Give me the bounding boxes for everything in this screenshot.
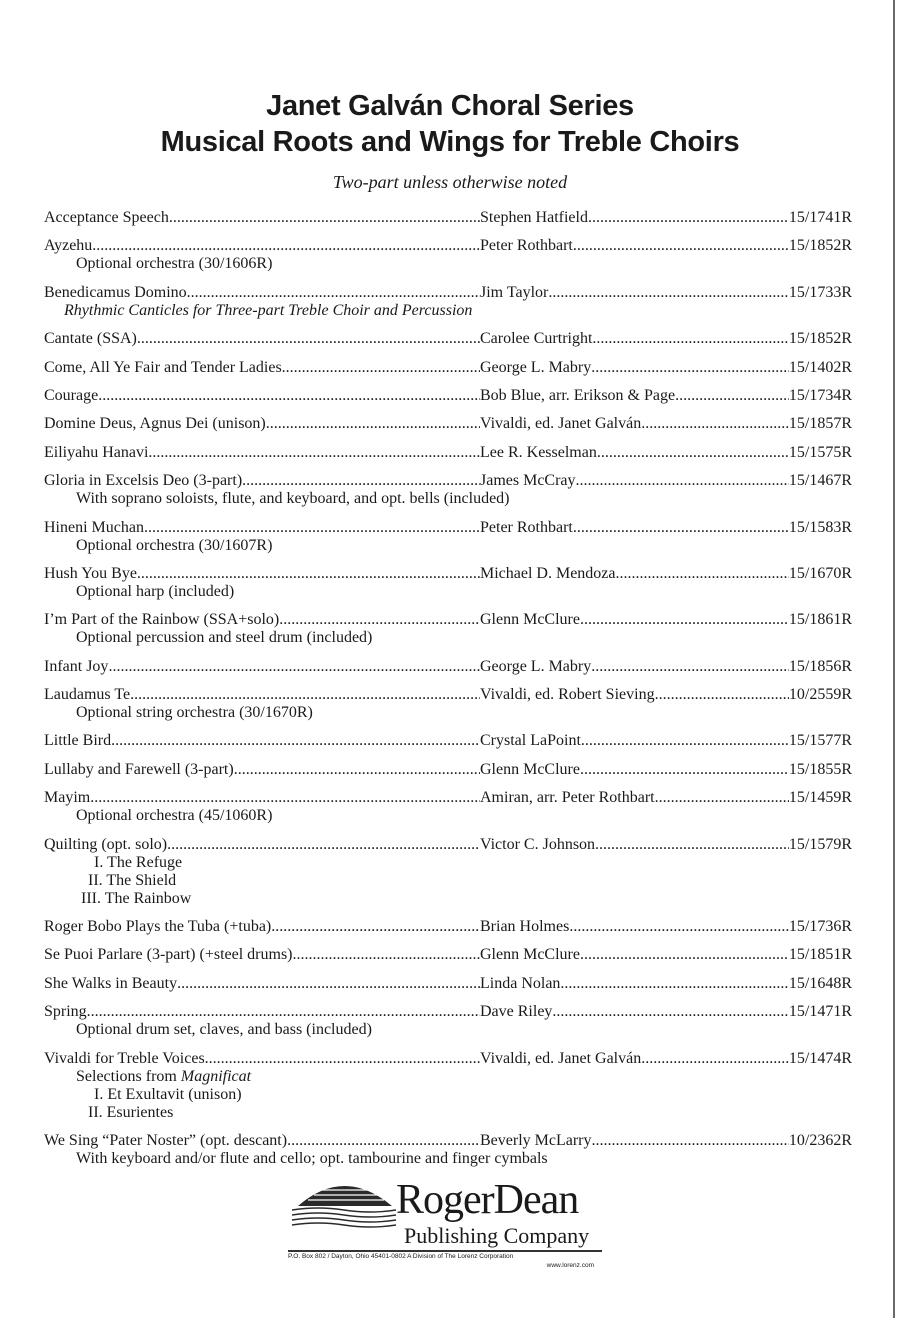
title-column xyxy=(44,835,480,854)
composer-column xyxy=(480,358,852,377)
dot-leader xyxy=(552,1002,788,1021)
entry-number: 15/1733R xyxy=(788,283,852,301)
entry-line xyxy=(44,1131,852,1150)
title-column xyxy=(44,414,480,433)
title-column xyxy=(44,283,480,302)
dot-leader xyxy=(592,329,788,348)
catalog-entry xyxy=(44,414,852,433)
dot-leader xyxy=(137,329,480,348)
entry-composer: Crystal LaPoint xyxy=(480,732,581,750)
catalog-entry xyxy=(44,974,852,993)
entry-note: Optional harp (included) xyxy=(76,582,235,600)
entry-composer: Carolee Curtright xyxy=(480,330,593,348)
composer-column xyxy=(480,974,852,993)
publisher-address: P.O. Box 802 / Dayton, Ohio 45401-0802 A Division of The Lorenz Corporation xyxy=(288,1253,514,1260)
catalog-entry xyxy=(44,788,852,825)
entry-composer: Linda Nolan xyxy=(480,974,561,992)
entry-title: I’m Part of the Rainbow (SSA+solo) xyxy=(44,611,280,629)
title-column xyxy=(44,974,480,993)
dot-leader xyxy=(287,1131,480,1150)
title-column xyxy=(44,685,480,704)
composer-column xyxy=(480,1049,852,1068)
entry-number: 15/1852R xyxy=(788,237,852,255)
entry-note: Optional drum set, claves, and bass (included) xyxy=(76,1021,372,1039)
entry-composer: Glenn McClure xyxy=(480,946,580,964)
entry-title: Spring xyxy=(44,1003,87,1021)
dot-leader xyxy=(111,731,480,750)
entry-movement: I. The Refuge xyxy=(94,853,183,871)
entry-composer: Michael D. Mendoza xyxy=(480,564,616,582)
entry-line xyxy=(44,329,852,348)
catalog-entry xyxy=(44,283,852,320)
dot-leader xyxy=(595,835,789,854)
dot-leader xyxy=(655,788,789,807)
dot-leader xyxy=(616,564,789,583)
dot-leader xyxy=(266,414,480,433)
entry-title: She Walks in Beauty xyxy=(44,974,178,992)
title-column xyxy=(44,760,480,779)
entry-line xyxy=(44,283,852,302)
entry-number: 15/1579R xyxy=(788,835,852,853)
dot-leader xyxy=(271,917,480,936)
entry-composer: Vivaldi, ed. Janet Galván xyxy=(480,415,642,433)
entry-title: Lullaby and Farewell (3-part) xyxy=(44,760,234,778)
composer-column xyxy=(480,414,852,433)
title-column xyxy=(44,386,480,405)
composer-column xyxy=(480,283,852,302)
entry-composer: George L. Mabry xyxy=(480,358,592,376)
entry-note: With soprano soloists, flute, and keyboard, and opt. bells (included) xyxy=(76,490,510,508)
dot-leader xyxy=(580,610,789,629)
entry-composer: Vivaldi, ed. Robert Sieving xyxy=(480,686,655,704)
entry-number: 15/1583R xyxy=(788,518,852,536)
dot-leader xyxy=(92,236,480,255)
catalog-entry xyxy=(44,731,852,750)
entry-title: Acceptance Speech xyxy=(44,209,169,226)
entry-line xyxy=(44,236,852,255)
composer-column xyxy=(480,1002,852,1021)
entry-note: Optional string orchestra (30/1670R) xyxy=(76,704,313,722)
dot-leader xyxy=(169,208,480,227)
publisher-emblem-icon xyxy=(288,1170,400,1230)
entry-composer: Dave Riley xyxy=(480,1003,553,1021)
composer-column xyxy=(480,788,852,807)
entry-composer: Stephen Hatfield xyxy=(480,209,588,226)
entry-number: 15/1467R xyxy=(788,472,852,490)
entry-number: 15/1734R xyxy=(788,386,852,404)
entry-note: Rhythmic Canticles for Three-part Treble Choir and Percussion xyxy=(64,301,473,319)
entry-line xyxy=(44,443,852,462)
title-column xyxy=(44,236,480,255)
dot-leader xyxy=(279,610,480,629)
entry-composer: Amiran, arr. Peter Rothbart xyxy=(480,789,655,807)
title-column xyxy=(44,1002,480,1021)
entry-composer: Beverly McLarry xyxy=(480,1131,592,1149)
title-column xyxy=(44,945,480,964)
dot-leader xyxy=(588,208,789,227)
entry-note-prefix: Selections from xyxy=(76,1067,177,1085)
dot-leader xyxy=(560,974,788,993)
publisher-logo xyxy=(288,1170,608,1295)
title-column xyxy=(44,917,480,936)
entry-note xyxy=(44,1068,852,1086)
series-title: Janet Galván Choral Series xyxy=(266,90,634,122)
entry-movement: III. The Rainbow xyxy=(81,889,192,907)
entry-line xyxy=(44,1049,852,1068)
entry-line xyxy=(44,788,852,807)
dot-leader xyxy=(655,685,789,704)
entry-title: Little Bird xyxy=(44,732,112,750)
catalog-entry xyxy=(44,1131,852,1168)
title-column xyxy=(44,358,480,377)
entry-line xyxy=(44,471,852,490)
entry-composer: Peter Rothbart xyxy=(480,518,573,536)
entry-number: 15/1648R xyxy=(788,974,852,992)
dot-leader xyxy=(548,283,789,302)
composer-column xyxy=(480,760,852,779)
composer-column xyxy=(480,518,852,537)
entry-line xyxy=(44,386,852,405)
entry-title: Hush You Bye xyxy=(44,564,137,582)
dot-leader xyxy=(573,236,789,255)
catalog-entry xyxy=(44,208,852,227)
dot-leader xyxy=(293,945,480,964)
dot-leader xyxy=(98,386,480,405)
dot-leader xyxy=(282,358,480,377)
entry-title: Mayim xyxy=(44,789,91,807)
dot-leader xyxy=(591,657,789,676)
catalog-entry xyxy=(44,685,852,722)
title-column xyxy=(44,1049,480,1068)
entry-title: Ayzehu xyxy=(44,237,93,255)
entry-number: 15/1861R xyxy=(788,611,852,629)
catalog-entry xyxy=(44,358,852,377)
entry-note-work: Magnificat xyxy=(180,1067,252,1085)
publisher-website: www.lorenz.com xyxy=(546,1262,594,1269)
entry-composer: Victor C. Johnson xyxy=(480,835,596,853)
composer-column xyxy=(480,443,852,462)
entry-line xyxy=(44,657,852,676)
entry-number: 15/1855R xyxy=(788,760,852,778)
entry-number: 15/1857R xyxy=(788,415,852,433)
entry-title: Eiliyahu Hanavi xyxy=(44,443,149,461)
entry-line xyxy=(44,835,852,854)
series-subtitle-heading: Musical Roots and Wings for Treble Choirs xyxy=(160,126,740,158)
catalog-entry xyxy=(44,610,852,647)
title-column xyxy=(44,788,480,807)
entry-line xyxy=(44,610,852,629)
composer-column xyxy=(480,208,852,227)
entry-line xyxy=(44,974,852,993)
dot-leader xyxy=(137,564,480,583)
entry-movement: II. Esurientes xyxy=(88,1103,174,1121)
page-edge-rule xyxy=(893,0,895,1318)
entry-number: 15/1736R xyxy=(788,918,852,936)
entry-title: Se Puoi Parlare (3-part) (+steel drums) xyxy=(44,946,293,964)
entry-movement: I. Et Exultavit (unison) xyxy=(94,1085,242,1103)
entry-title: Roger Bobo Plays the Tuba (+tuba) xyxy=(44,918,272,936)
entry-title: Cantate (SSA) xyxy=(44,330,137,348)
entry-composer: Brian Holmes xyxy=(480,918,570,936)
entry-title: Courage xyxy=(44,386,99,404)
title-column xyxy=(44,518,480,537)
voicing-note: Two-part unless otherwise noted xyxy=(332,172,568,192)
dot-leader xyxy=(148,443,480,462)
title-column xyxy=(44,1131,480,1150)
entry-title: Benedicamus Domino xyxy=(44,283,187,301)
dot-leader xyxy=(591,358,789,377)
title-column xyxy=(44,443,480,462)
entry-title: Gloria in Excelsis Deo (3-part) xyxy=(44,472,243,490)
entry-number: 15/1474R xyxy=(788,1049,852,1067)
entry-number: 15/1575R xyxy=(788,443,852,461)
dot-leader xyxy=(573,518,789,537)
dot-leader xyxy=(130,685,480,704)
logo-divider xyxy=(288,1250,602,1252)
catalog-entry xyxy=(44,945,852,964)
dot-leader xyxy=(242,471,480,490)
entry-line xyxy=(44,760,852,779)
entry-note: Optional orchestra (30/1607R) xyxy=(76,536,273,554)
dot-leader xyxy=(597,443,789,462)
dot-leader xyxy=(641,1049,789,1068)
entry-note: With keyboard and/or flute and cello; opt. tambourine and finger cymbals xyxy=(76,1149,548,1167)
entry-composer: Bob Blue, arr. Erikson & Page xyxy=(480,386,676,404)
entry-title: Quilting (opt. solo) xyxy=(44,835,168,853)
entry-composer: George L. Mabry xyxy=(480,657,592,675)
title-column xyxy=(44,564,480,583)
entry-line xyxy=(44,685,852,704)
catalog-entry xyxy=(44,518,852,555)
entry-line xyxy=(44,358,852,377)
entry-number: 15/1670R xyxy=(788,564,852,582)
entry-composer: Vivaldi, ed. Janet Galván xyxy=(480,1049,642,1067)
composer-column xyxy=(480,471,852,490)
entry-number: 10/2362R xyxy=(788,1131,852,1149)
entry-number: 15/1577R xyxy=(788,732,852,750)
composer-column xyxy=(480,657,852,676)
dot-leader xyxy=(205,1049,480,1068)
composer-column xyxy=(480,236,852,255)
catalog-entry xyxy=(44,471,852,508)
entry-title: Laudamus Te xyxy=(44,686,131,704)
entry-number: 10/2559R xyxy=(788,686,852,704)
title-column xyxy=(44,471,480,490)
entry-number: 15/1851R xyxy=(788,946,852,964)
catalog-entry xyxy=(44,564,852,601)
publisher-subname: Publishing Company xyxy=(404,1223,590,1248)
entry-composer: Peter Rothbart xyxy=(480,237,573,255)
title-column xyxy=(44,610,480,629)
dot-leader xyxy=(177,974,480,993)
dot-leader xyxy=(167,835,480,854)
entry-title: Infant Joy xyxy=(44,657,109,675)
composer-column xyxy=(480,731,852,750)
dot-leader xyxy=(580,760,789,779)
dot-leader xyxy=(641,414,789,433)
entry-line xyxy=(44,917,852,936)
catalog-entry xyxy=(44,236,852,273)
dot-leader xyxy=(576,471,789,490)
composer-column xyxy=(480,945,852,964)
entry-composer: Jim Taylor xyxy=(480,283,549,301)
dot-leader xyxy=(581,731,789,750)
composer-column xyxy=(480,564,852,583)
composer-column xyxy=(480,835,852,854)
entry-number: 15/1459R xyxy=(788,789,852,807)
entry-number: 15/1402R xyxy=(788,358,852,376)
dot-leader xyxy=(675,386,789,405)
catalog-entry xyxy=(44,760,852,779)
dot-leader xyxy=(569,917,789,936)
entry-line xyxy=(44,414,852,433)
catalog-entry xyxy=(44,386,852,405)
entry-line xyxy=(44,945,852,964)
dot-leader xyxy=(87,1002,480,1021)
composer-column xyxy=(480,386,852,405)
entry-line xyxy=(44,518,852,537)
dot-leader xyxy=(592,1131,789,1150)
dot-leader xyxy=(90,788,480,807)
entry-note: Optional orchestra (45/1060R) xyxy=(76,807,273,825)
entry-note: Optional orchestra (30/1606R) xyxy=(76,255,273,273)
entry-composer: James McCray xyxy=(480,472,576,490)
title-column xyxy=(44,731,480,750)
entry-line xyxy=(44,208,852,227)
entry-composer: Glenn McClure xyxy=(480,760,580,778)
dot-leader xyxy=(234,760,480,779)
entry-composer: Glenn McClure xyxy=(480,611,580,629)
title-column xyxy=(44,657,480,676)
dot-leader xyxy=(580,945,789,964)
entry-number: 15/1471R xyxy=(788,1003,852,1021)
entry-number: 15/1741R xyxy=(788,209,852,226)
composer-column xyxy=(480,685,852,704)
dot-leader xyxy=(144,518,480,537)
catalog-entry xyxy=(44,329,852,348)
entry-composer: Lee R. Kesselman xyxy=(480,443,597,461)
entry-note: Optional percussion and steel drum (included) xyxy=(76,629,373,647)
entry-movement: II. The Shield xyxy=(88,871,177,889)
composer-column xyxy=(480,610,852,629)
catalog-entry xyxy=(44,1002,852,1039)
composer-column xyxy=(480,917,852,936)
catalog-entry xyxy=(44,1049,852,1122)
catalog-list xyxy=(44,208,852,1177)
catalog-entry xyxy=(44,917,852,936)
entry-title: Come, All Ye Fair and Tender Ladies xyxy=(44,358,282,376)
entry-number: 15/1852R xyxy=(788,330,852,348)
catalog-entry xyxy=(44,835,852,908)
entry-line xyxy=(44,1002,852,1021)
dot-leader xyxy=(108,657,480,676)
dot-leader xyxy=(187,283,480,302)
title-column xyxy=(44,329,480,348)
entry-title: We Sing “Pater Noster” (opt. descant) xyxy=(44,1131,288,1149)
composer-column xyxy=(480,329,852,348)
entry-title: Hineni Muchan xyxy=(44,518,144,536)
catalog-entry xyxy=(44,657,852,676)
composer-column xyxy=(480,1131,852,1150)
publisher-name: RogerDean xyxy=(396,1177,579,1223)
entry-title: Domine Deus, Agnus Dei (unison) xyxy=(44,415,266,433)
entry-line xyxy=(44,731,852,750)
title-column xyxy=(44,208,480,227)
entry-title: Vivaldi for Treble Voices xyxy=(44,1049,205,1067)
entry-line xyxy=(44,564,852,583)
catalog-entry xyxy=(44,443,852,462)
entry-number: 15/1856R xyxy=(788,657,852,675)
